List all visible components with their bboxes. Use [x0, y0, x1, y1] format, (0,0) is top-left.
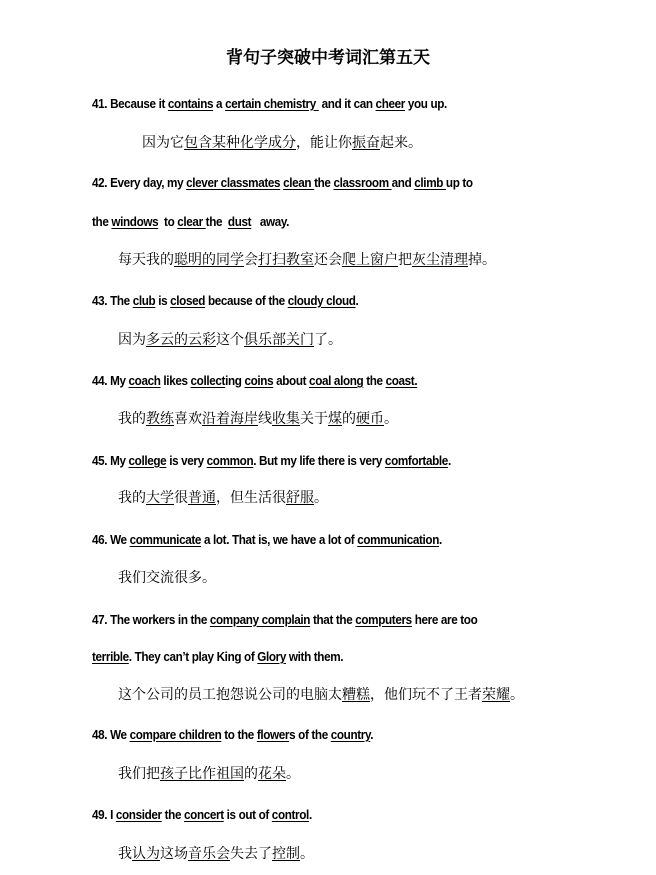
- vocab-underline: consider: [115, 807, 162, 822]
- vocab-underline: coins: [244, 373, 274, 388]
- sentence-text: 这个: [216, 332, 244, 348]
- sentence-45-en: [92, 451, 582, 471]
- sentence-44-zh: [118, 409, 398, 429]
- sentence-text: .: [447, 453, 451, 468]
- sentence-text: 线: [258, 411, 272, 427]
- vocab-underline: closed: [170, 293, 206, 308]
- vocab-underline: dust: [227, 214, 252, 229]
- sentence-47-zh: [118, 685, 524, 705]
- vocab-underline: communicate: [129, 532, 202, 547]
- sentence-text: 。: [510, 687, 524, 703]
- sentence-text: the: [205, 214, 228, 229]
- vocab-underline: 振奋: [352, 135, 380, 151]
- vocab-underline: classroom: [333, 175, 392, 190]
- sentence-47-en-line2: [92, 647, 582, 667]
- sentence-text: 我们把: [118, 766, 160, 782]
- vocab-underline: 灰尘清理: [412, 252, 468, 268]
- sentence-text: 关于: [300, 411, 328, 427]
- sentence-text: that the: [310, 612, 356, 627]
- vocab-underline: 打扫教室: [258, 252, 314, 268]
- sentence-text: likes: [160, 373, 191, 388]
- sentence-text: here are too: [411, 612, 478, 627]
- vocab-underline: 认为: [132, 846, 160, 862]
- sentence-text: 41. Because it: [92, 96, 168, 111]
- vocab-underline: clever classmates: [186, 175, 281, 190]
- vocab-underline: clean: [283, 175, 315, 190]
- vocab-underline: flower: [256, 727, 290, 742]
- sentence-44-en: [92, 371, 582, 391]
- sentence-text: a lot. That is, we have a lot of: [201, 532, 358, 547]
- vocab-underline: college: [128, 453, 167, 468]
- sentence-42-en-line2: [92, 212, 582, 232]
- sentence-text: 这场: [160, 846, 188, 862]
- vocab-underline: 多云的云彩: [146, 332, 216, 348]
- sentence-text: 很: [174, 490, 188, 506]
- vocab-underline: 控制: [272, 846, 300, 862]
- vocab-underline: 教练: [146, 411, 174, 427]
- sentence-text: 把: [398, 252, 412, 268]
- vocab-underline: 花朵: [258, 766, 286, 782]
- sentence-text: 每天我的: [118, 252, 174, 268]
- sentence-text: 48. We: [92, 727, 130, 742]
- vocab-underline: communication: [357, 532, 439, 547]
- sentence-text: 的: [244, 766, 258, 782]
- sentence-text: ，但生活很: [216, 490, 286, 506]
- sentence-text: 我的: [118, 490, 146, 506]
- sentence-41-zh: [142, 133, 422, 153]
- sentence-text: because of the: [205, 293, 288, 308]
- sentence-48-zh: [118, 764, 300, 784]
- sentence-text: 会: [244, 252, 258, 268]
- sentence-45-zh: [118, 488, 328, 508]
- sentence-text: 失去了: [230, 846, 272, 862]
- vocab-underline: concert: [184, 807, 224, 822]
- vocab-underline: 糟糕: [342, 687, 370, 703]
- sentence-text: is out of: [223, 807, 272, 822]
- sentence-49-en: [92, 805, 582, 825]
- sentence-text: 。: [300, 846, 314, 862]
- vocab-underline: common: [206, 453, 254, 468]
- sentence-text: .: [355, 293, 359, 308]
- sentence-text: you up.: [404, 96, 447, 111]
- page-title: 背句子突破中考词汇第五天: [226, 48, 430, 68]
- sentence-text: 49. I: [92, 807, 116, 822]
- vocab-underline: club: [132, 293, 156, 308]
- sentence-text: the: [161, 807, 185, 822]
- vocab-underline: terrible: [92, 649, 129, 664]
- vocab-underline: compare children: [129, 727, 222, 742]
- vocab-underline: 沿着海岸: [202, 411, 258, 427]
- sentence-text: to: [158, 214, 178, 229]
- vocab-underline: country: [330, 727, 371, 742]
- vocab-underline: 聪明的同学: [174, 252, 244, 268]
- sentence-text: 掉。: [468, 252, 496, 268]
- vocab-underline: contains: [167, 96, 214, 111]
- sentence-text: .: [370, 727, 374, 742]
- sentence-text: 起来。: [380, 135, 422, 151]
- sentence-46-zh: [118, 568, 216, 588]
- vocab-underline: 俱乐部关门: [244, 332, 314, 348]
- sentence-text: about: [273, 373, 310, 388]
- vocab-underline: clear: [177, 214, 206, 229]
- sentence-text: 47. The workers in the: [92, 612, 210, 627]
- vocab-underline: collect: [190, 373, 226, 388]
- vocab-underline: 普通: [188, 490, 216, 506]
- sentence-text: 这个公司的员工抱怨说公司的电脑太: [118, 687, 342, 703]
- sentence-text: a: [213, 96, 226, 111]
- sentence-46-en: [92, 530, 582, 550]
- sentence-text: and: [391, 175, 415, 190]
- vocab-underline: 硬币: [356, 411, 384, 427]
- vocab-underline: coast.: [385, 373, 418, 388]
- sentence-text: 因为: [118, 332, 146, 348]
- vocab-underline: certain chemistry: [225, 96, 319, 111]
- sentence-text: 43. The: [92, 293, 133, 308]
- sentence-text: 。: [384, 411, 398, 427]
- sentence-text: ，能让你: [296, 135, 352, 151]
- sentence-text: 还会: [314, 252, 342, 268]
- vocab-underline: climb: [414, 175, 446, 190]
- vocab-underline: 舒服: [286, 490, 314, 506]
- vocab-underline: 荣耀: [482, 687, 510, 703]
- sentence-text: . But my life there is very: [253, 453, 385, 468]
- sentence-text: is very: [166, 453, 207, 468]
- vocab-underline: windows: [111, 214, 159, 229]
- sentence-text: away.: [251, 214, 290, 229]
- sentence-42-zh: [118, 250, 496, 270]
- vocab-underline: computers: [355, 612, 412, 627]
- sentence-text: ，他们玩不了王者: [370, 687, 482, 703]
- sentence-47-en-line1: [92, 610, 582, 630]
- sentence-text: 45. My: [92, 453, 129, 468]
- sentence-42-en-line1: [92, 173, 582, 193]
- sentence-43-zh: [118, 330, 342, 350]
- sentence-text: 46. We: [92, 532, 130, 547]
- sentence-text: up to: [445, 175, 473, 190]
- sentence-text: with them.: [286, 649, 344, 664]
- sentence-48-en: [92, 725, 582, 745]
- sentence-text: the: [92, 214, 112, 229]
- sentence-41-en: [92, 94, 582, 114]
- vocab-underline: comfortable: [384, 453, 448, 468]
- sentence-text: 我们交流很多。: [118, 570, 216, 586]
- vocab-underline: 爬上窗户: [342, 252, 398, 268]
- vocab-underline: 大学: [146, 490, 174, 506]
- vocab-underline: company complain: [209, 612, 311, 627]
- sentence-text: s of the: [289, 727, 331, 742]
- sentence-text: 喜欢: [174, 411, 202, 427]
- vocab-underline: 音乐会: [188, 846, 230, 862]
- vocab-underline: coach: [128, 373, 161, 388]
- sentence-text: 我的: [118, 411, 146, 427]
- sentence-text: 。: [314, 490, 328, 506]
- sentence-49-zh: [118, 844, 314, 864]
- sentence-text: 。: [286, 766, 300, 782]
- sentence-text: 因为它: [142, 135, 184, 151]
- sentence-text: is: [155, 293, 171, 308]
- sentence-text: the: [314, 175, 334, 190]
- vocab-underline: Glory: [257, 649, 287, 664]
- sentence-text: 我: [118, 846, 132, 862]
- sentence-43-en: [92, 291, 582, 311]
- sentence-text: 42. Every day, my: [92, 175, 187, 190]
- sentence-text: . They can’t play King of: [128, 649, 258, 664]
- vocab-underline: 煤: [328, 411, 342, 427]
- sentence-text: .: [438, 532, 442, 547]
- sentence-text: 44. My: [92, 373, 129, 388]
- sentence-text: and it can: [318, 96, 376, 111]
- vocab-underline: cheer: [375, 96, 405, 111]
- vocab-underline: 收集: [272, 411, 300, 427]
- sentence-text: the: [363, 373, 386, 388]
- vocab-underline: 包含某种化学成分: [184, 135, 296, 151]
- sentence-text: to the: [221, 727, 257, 742]
- vocab-underline: 孩子比作祖国: [160, 766, 244, 782]
- sentence-text: 了。: [314, 332, 342, 348]
- sentence-text: ing: [225, 373, 245, 388]
- vocab-underline: cloudy cloud: [287, 293, 356, 308]
- vocab-underline: control: [271, 807, 309, 822]
- vocab-underline: coal along: [309, 373, 364, 388]
- sentence-text: 的: [342, 411, 356, 427]
- sentence-text: .: [308, 807, 312, 822]
